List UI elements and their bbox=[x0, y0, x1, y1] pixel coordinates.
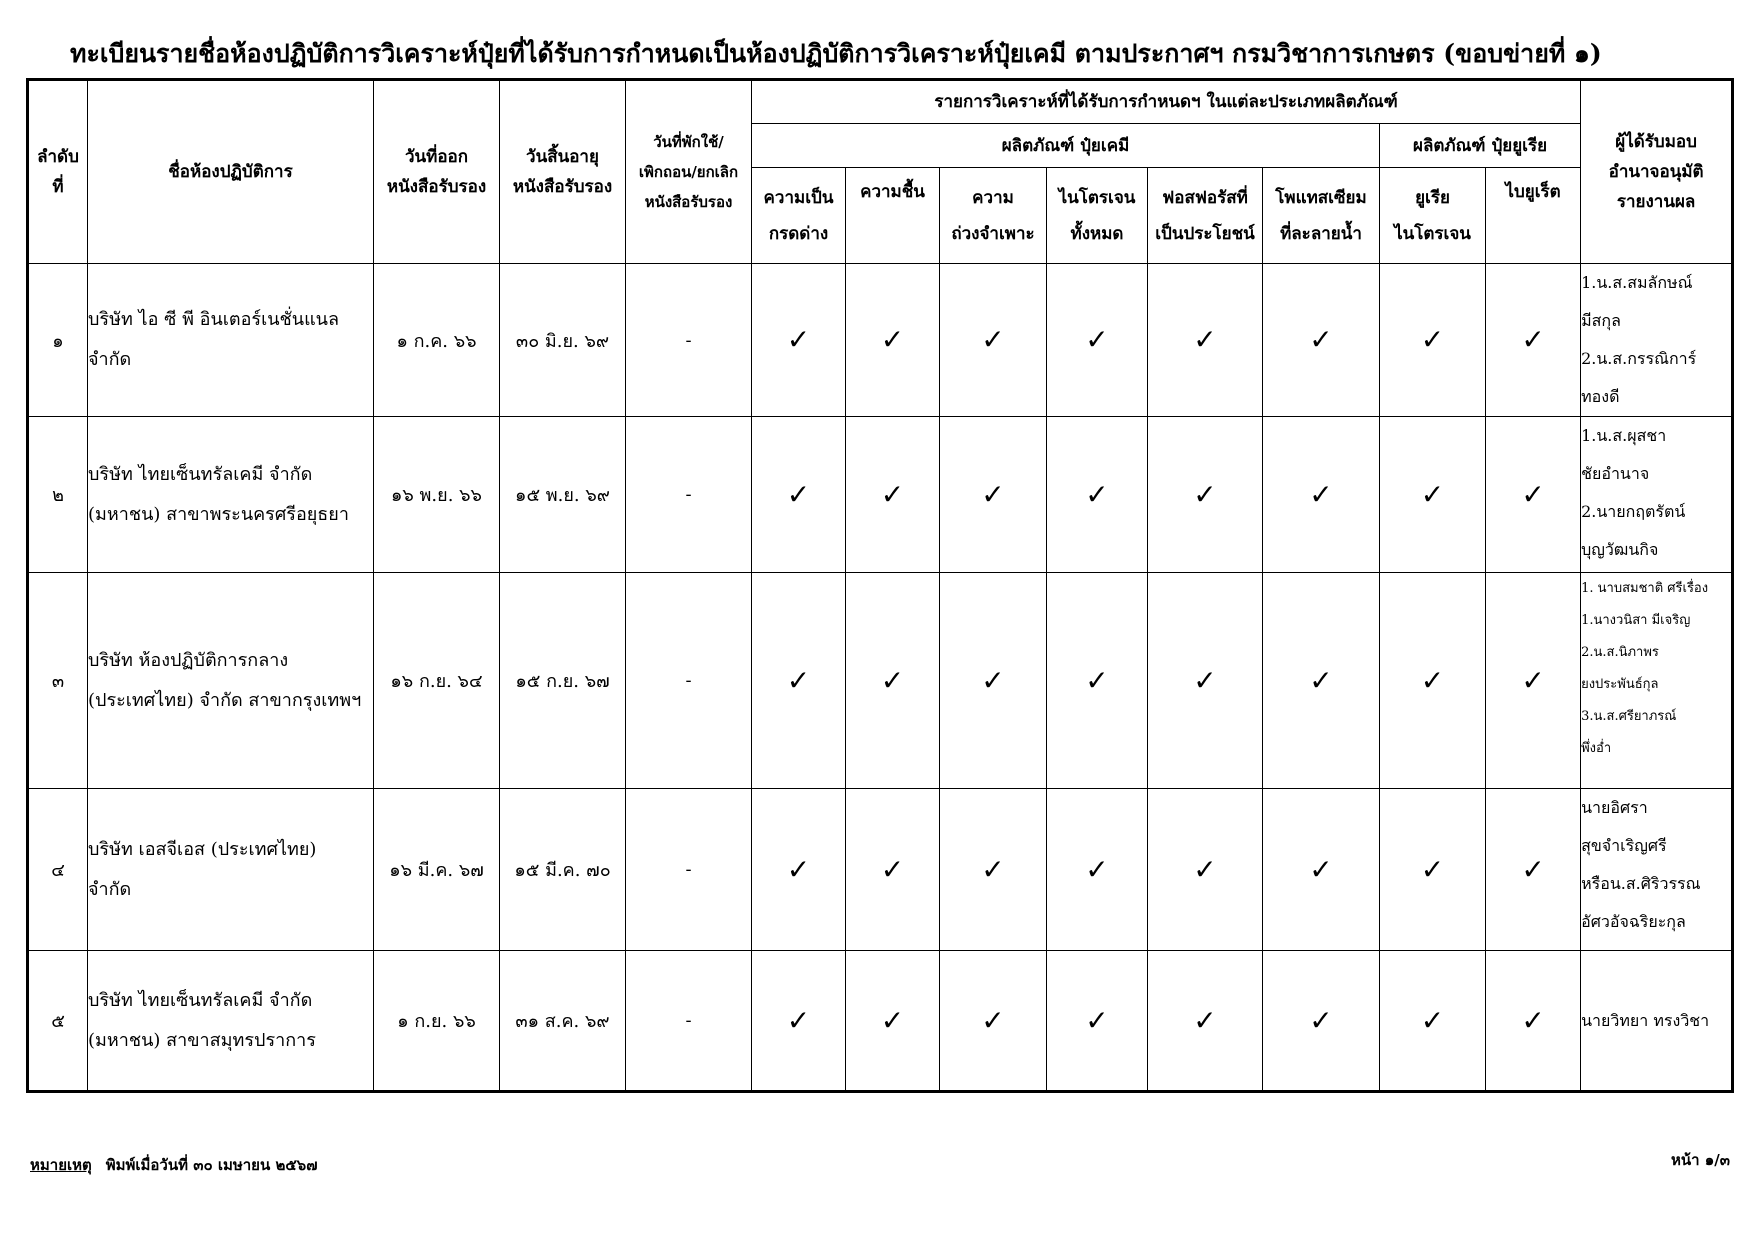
header-col-biuret: ไบยูเร็ต bbox=[1486, 168, 1581, 264]
row-authorized: นายวิทยา ทรงวิชา bbox=[1581, 951, 1733, 1092]
check-mark-icon: ✓ bbox=[1047, 417, 1148, 573]
page-number: หน้า ๑/๓ bbox=[1670, 1151, 1730, 1169]
check-mark-icon: ✓ bbox=[940, 417, 1047, 573]
row-lab-name: บริษัท ไทยเซ็นทรัลเคมี จำกัด (มหาชน) สาขาสมุทรปราการ bbox=[88, 951, 374, 1092]
header-chem-group: ผลิตภัณฑ์ ปุ๋ยเคมี bbox=[752, 124, 1380, 168]
check-mark-icon: ✓ bbox=[846, 789, 940, 951]
row-expiry-date: ๓๑ ส.ค. ๖๙ bbox=[500, 951, 626, 1092]
check-mark-icon: ✓ bbox=[1486, 264, 1581, 417]
row-expiry-date: ๓๐ มิ.ย. ๖๙ bbox=[500, 264, 626, 417]
check-mark-icon: ✓ bbox=[752, 264, 846, 417]
row-issue-date: ๑๖ ก.ย. ๖๔ bbox=[374, 573, 500, 789]
header-col-urea-nitrogen: ยูเรีย ไนโตรเจน bbox=[1380, 168, 1486, 264]
row-seq: ๑ bbox=[28, 264, 88, 417]
footer-label: หมายเหตุ bbox=[30, 1156, 92, 1174]
check-mark-icon: ✓ bbox=[846, 417, 940, 573]
table-row bbox=[28, 417, 1733, 573]
table-row bbox=[28, 573, 1733, 789]
row-suspend: - bbox=[626, 573, 752, 789]
header-col-total-nitrogen: ไนโตรเจน ทั้งหมด bbox=[1047, 168, 1148, 264]
check-mark-icon: ✓ bbox=[940, 951, 1047, 1092]
row-lab-name: บริษัท เอสจีเอส (ประเทศไทย) จำกัด bbox=[88, 789, 374, 951]
header-seq: ลำดับ ที่ bbox=[28, 80, 88, 264]
table-row bbox=[28, 789, 1733, 951]
check-mark-icon: ✓ bbox=[846, 951, 940, 1092]
row-issue-date: ๑ ก.ย. ๖๖ bbox=[374, 951, 500, 1092]
row-suspend: - bbox=[626, 264, 752, 417]
header-col-density: ความ ถ่วงจำเพาะ bbox=[940, 168, 1047, 264]
row-lab-name: บริษัท ไอ ซี พี อินเตอร์เนชั่นแนล จำกัด bbox=[88, 264, 374, 417]
check-mark-icon: ✓ bbox=[940, 573, 1047, 789]
header-col-potassium: โพแทสเซียม ที่ละลายน้ำ bbox=[1263, 168, 1380, 264]
check-mark-icon: ✓ bbox=[1047, 951, 1148, 1092]
table-row bbox=[28, 951, 1733, 1092]
row-issue-date: ๑ ก.ค. ๖๖ bbox=[374, 264, 500, 417]
row-seq: ๔ bbox=[28, 789, 88, 951]
check-mark-icon: ✓ bbox=[1148, 264, 1263, 417]
check-mark-icon: ✓ bbox=[1047, 573, 1148, 789]
header-col-ph: ความเป็น กรดด่าง bbox=[752, 168, 846, 264]
check-mark-icon: ✓ bbox=[1263, 789, 1380, 951]
row-authorized: 1. นาบสมชาติ ศรีเรื่อง 1.นางวนิสา มีเจริญ 2.น.ส.นิภาพร ยงประพันธ์กุล 3.น.ส.ศรียาภรณ์ พึ่งอ่ำ bbox=[1581, 573, 1733, 789]
check-mark-icon: ✓ bbox=[1263, 951, 1380, 1092]
row-authorized: 1.น.ส.ผุสชา ชัยอำนาจ 2.นายกฤตรัตน์ บุญวัฒนกิจ bbox=[1581, 417, 1733, 573]
footer-print-date: พิมพ์เมื่อวันที่ ๓๐ เมษายน ๒๕๖๗ bbox=[105, 1156, 318, 1174]
row-suspend: - bbox=[626, 789, 752, 951]
header-authorized: ผู้ได้รับมอบ อำนาจอนุมัติ รายงานผล bbox=[1581, 80, 1733, 264]
check-mark-icon: ✓ bbox=[1148, 417, 1263, 573]
row-expiry-date: ๑๕ มี.ค. ๗๐ bbox=[500, 789, 626, 951]
check-mark-icon: ✓ bbox=[1380, 573, 1486, 789]
check-mark-icon: ✓ bbox=[1148, 789, 1263, 951]
table-row bbox=[28, 264, 1733, 417]
check-mark-icon: ✓ bbox=[1380, 951, 1486, 1092]
row-lab-name: บริษัท ห้องปฏิบัติการกลาง (ประเทศไทย) จำกัด สาขากรุงเทพฯ bbox=[88, 573, 374, 789]
header-col-moisture: ความชื้น bbox=[846, 168, 940, 264]
check-mark-icon: ✓ bbox=[1380, 789, 1486, 951]
check-mark-icon: ✓ bbox=[1486, 789, 1581, 951]
header-col-phosphorus: ฟอสฟอรัสที่ เป็นประโยชน์ bbox=[1148, 168, 1263, 264]
check-mark-icon: ✓ bbox=[846, 573, 940, 789]
footer-note bbox=[30, 1153, 318, 1177]
row-seq: ๒ bbox=[28, 417, 88, 573]
check-mark-icon: ✓ bbox=[1148, 573, 1263, 789]
header-expiry-date: วันสิ้นอายุ หนังสือรับรอง bbox=[500, 80, 626, 264]
header-issue-date: วันที่ออก หนังสือรับรอง bbox=[374, 80, 500, 264]
check-mark-icon: ✓ bbox=[1486, 417, 1581, 573]
row-authorized: 1.น.ส.สมลักษณ์ มีสกุล 2.น.ส.กรรณิการ์ ทองดี bbox=[1581, 264, 1733, 417]
header-urea-group: ผลิตภัณฑ์ ปุ๋ยยูเรีย bbox=[1380, 124, 1581, 168]
check-mark-icon: ✓ bbox=[1047, 789, 1148, 951]
row-issue-date: ๑๖ พ.ย. ๖๖ bbox=[374, 417, 500, 573]
header-analysis-group: รายการวิเคราะห์ที่ได้รับการกำหนดฯ ในแต่ละประเภทผลิตภัณฑ์ bbox=[752, 80, 1581, 124]
page-title: ทะเบียนรายชื่อห้องปฏิบัติการวิเคราะห์ปุ๋ยที่ได้รับการกำหนดเป็นห้องปฏิบัติการวิเคราะห์ปุ๋ยเคมี ตามประกาศฯ กรมวิชาการเกษตร (ขอบข่ายที่ ๑) bbox=[70, 39, 1602, 68]
row-expiry-date: ๑๕ ก.ย. ๖๗ bbox=[500, 573, 626, 789]
check-mark-icon: ✓ bbox=[1047, 264, 1148, 417]
row-expiry-date: ๑๕ พ.ย. ๖๙ bbox=[500, 417, 626, 573]
check-mark-icon: ✓ bbox=[1486, 951, 1581, 1092]
row-seq: ๕ bbox=[28, 951, 88, 1092]
row-seq: ๓ bbox=[28, 573, 88, 789]
header-lab-name: ชื่อห้องปฏิบัติการ bbox=[88, 80, 374, 264]
check-mark-icon: ✓ bbox=[940, 789, 1047, 951]
check-mark-icon: ✓ bbox=[1380, 417, 1486, 573]
row-suspend: - bbox=[626, 417, 752, 573]
check-mark-icon: ✓ bbox=[1263, 573, 1380, 789]
header-suspend: วันที่พักใช้/ เพิกถอน/ยกเลิก หนังสือรับรอง bbox=[626, 80, 752, 264]
row-suspend: - bbox=[626, 951, 752, 1092]
check-mark-icon: ✓ bbox=[1263, 264, 1380, 417]
check-mark-icon: ✓ bbox=[1486, 573, 1581, 789]
check-mark-icon: ✓ bbox=[752, 789, 846, 951]
check-mark-icon: ✓ bbox=[1148, 951, 1263, 1092]
check-mark-icon: ✓ bbox=[1380, 264, 1486, 417]
check-mark-icon: ✓ bbox=[846, 264, 940, 417]
check-mark-icon: ✓ bbox=[1263, 417, 1380, 573]
row-lab-name: บริษัท ไทยเซ็นทรัลเคมี จำกัด (มหาชน) สาขาพระนครศรีอยุธยา bbox=[88, 417, 374, 573]
check-mark-icon: ✓ bbox=[752, 417, 846, 573]
row-issue-date: ๑๖ มี.ค. ๖๗ bbox=[374, 789, 500, 951]
row-authorized: นายอิศรา สุขจำเริญศรี หรือน.ส.ศิริวรรณ อัศวอัจฉริยะกุล bbox=[1581, 789, 1733, 951]
registry-table bbox=[26, 78, 1734, 1093]
check-mark-icon: ✓ bbox=[752, 573, 846, 789]
check-mark-icon: ✓ bbox=[752, 951, 846, 1092]
check-mark-icon: ✓ bbox=[940, 264, 1047, 417]
